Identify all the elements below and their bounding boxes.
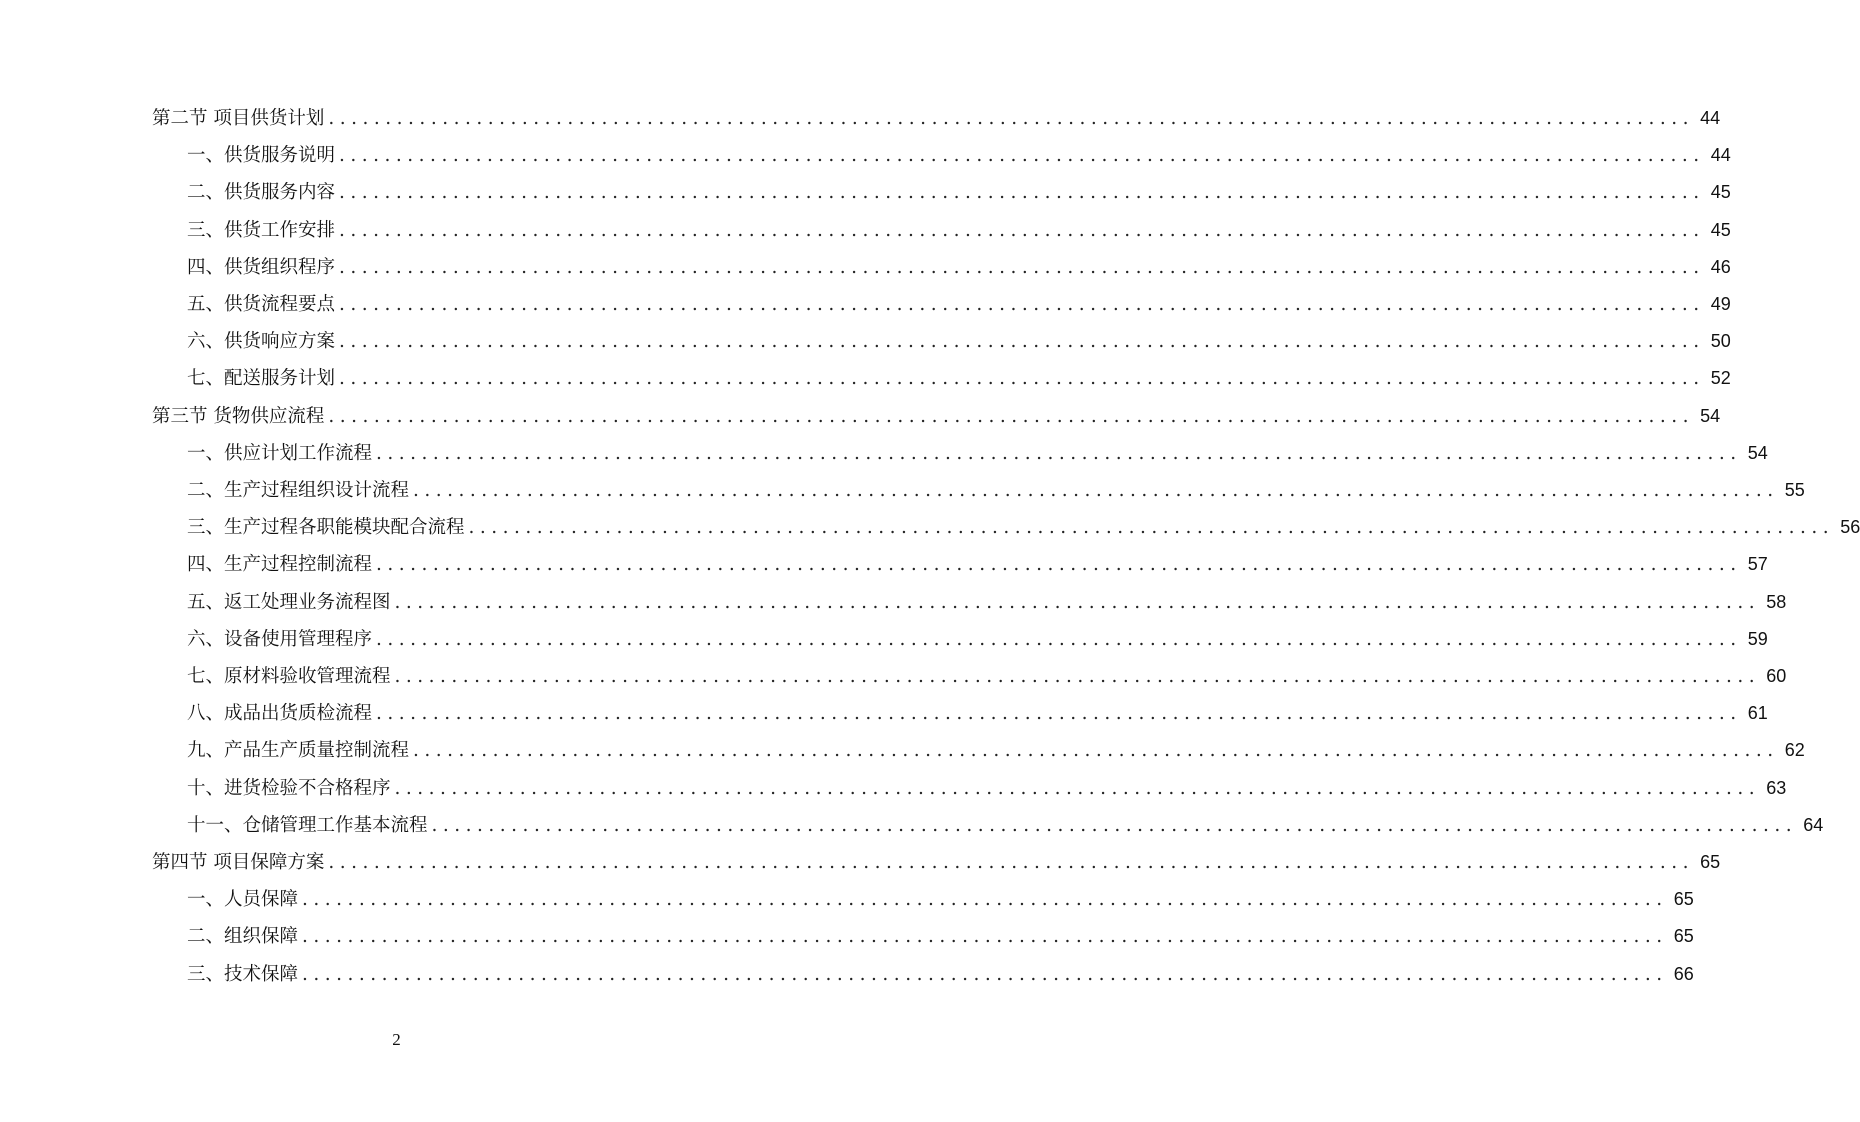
toc-subsection-entry[interactable] (187, 621, 1768, 658)
toc-entry-title: 四、生产过程控制流程 (187, 554, 373, 576)
toc-entry-title: 第三节 货物供应流程 (152, 405, 325, 427)
toc-entry-title: 三、技术保障 (187, 963, 299, 985)
toc-subsection-entry[interactable] (187, 323, 1731, 360)
toc-entry-title: 二、生产过程组织设计流程 (187, 480, 410, 501)
toc-entry-page: 54 (1747, 442, 1768, 463)
toc-entry-page: 55 (1784, 480, 1805, 500)
toc-subsection-entry[interactable] (187, 770, 1787, 807)
toc-entry-page: 52 (1710, 368, 1731, 389)
toc-entry-page: 44 (1700, 108, 1721, 128)
dot-leader: ........................................................................................................................ (339, 256, 1705, 278)
toc-entry-title: 六、供货响应方案 (187, 331, 336, 353)
toc-entry-page: 65 (1673, 926, 1694, 947)
dot-leader: ........................................................................................................................ (339, 145, 1705, 167)
toc-entry-title: 八、成品出货质检流程 (187, 703, 373, 725)
dot-leader: ........................................................................................................................ (376, 628, 1742, 650)
dot-leader: ........................................................................................................................ (339, 331, 1705, 353)
toc-entry-page: 57 (1747, 554, 1768, 575)
dot-leader: ........................................................................................................................ (339, 182, 1705, 204)
toc-entry-title: 二、组织保障 (187, 926, 299, 948)
toc-entry-title: 七、原材料验收管理流程 (187, 666, 391, 687)
toc-entry-title: 三、生产过程各职能模块配合流程 (187, 517, 465, 539)
dot-leader: ........................................................................................................................ (376, 554, 1742, 576)
dot-leader: ........................................................................................................................ (431, 814, 1798, 836)
toc-subsection-entry[interactable] (187, 509, 1860, 546)
toc-entry-title: 一、供应计划工作流程 (187, 442, 373, 464)
toc-subsection-entry[interactable] (187, 732, 1805, 769)
toc-entry-title: 第二节 项目供货计划 (152, 108, 325, 129)
toc-entry-page: 45 (1710, 182, 1731, 203)
toc-subsection-entry[interactable] (187, 584, 1787, 621)
toc-subsection-entry[interactable] (187, 137, 1731, 174)
dot-leader: ........................................................................................................................ (328, 852, 1695, 873)
toc-subsection-entry[interactable] (187, 881, 1694, 918)
toc-subsection-entry[interactable] (187, 695, 1768, 732)
dot-leader: ........................................................................................................................ (413, 740, 1779, 762)
dot-leader: ........................................................................................................................ (302, 926, 1668, 948)
dot-leader: ........................................................................................................................ (302, 889, 1668, 911)
toc-entry-page: 60 (1766, 666, 1787, 686)
toc-subsection-entry[interactable] (187, 918, 1694, 955)
toc-entry-title: 五、返工处理业务流程图 (187, 591, 391, 613)
toc-entry-title: 一、人员保障 (187, 889, 299, 911)
toc-entry-title: 四、供货组织程序 (187, 256, 336, 278)
toc-subsection-entry[interactable] (187, 658, 1787, 695)
dot-leader: ........................................................................................................................ (328, 108, 1695, 129)
dot-leader: ........................................................................................................................ (394, 777, 1761, 799)
toc-entry-page: 63 (1766, 777, 1787, 798)
dot-leader: ........................................................................................................................ (394, 666, 1761, 687)
toc-subsection-entry[interactable] (187, 174, 1731, 211)
toc-entry-page: 50 (1710, 331, 1731, 352)
dot-leader: ........................................................................................................................ (339, 368, 1705, 390)
toc-entry-title: 一、供货服务说明 (187, 145, 336, 167)
toc-entry-page: 66 (1673, 963, 1694, 984)
dot-leader: ........................................................................................................................ (376, 442, 1742, 464)
toc-entry-title: 十、进货检验不合格程序 (187, 777, 391, 799)
toc-entry-title: 二、供货服务内容 (187, 182, 336, 204)
toc-subsection-entry[interactable] (187, 956, 1694, 993)
dot-leader: ........................................................................................................................ (328, 405, 1695, 427)
toc-entry-page: 59 (1747, 628, 1768, 649)
toc-subsection-entry[interactable] (187, 546, 1768, 583)
dot-leader: ........................................................................................................................ (339, 219, 1705, 241)
toc-entry-page: 65 (1700, 852, 1721, 872)
toc-entry-title: 第四节 项目保障方案 (152, 852, 325, 873)
toc-entry-title: 五、供货流程要点 (187, 294, 336, 315)
dot-leader: ........................................................................................................................ (339, 294, 1705, 315)
toc-entry-page: 61 (1747, 703, 1768, 724)
dot-leader: ........................................................................................................................ (413, 480, 1779, 501)
toc-entry-page: 64 (1803, 814, 1824, 835)
dot-leader: ........................................................................................................................ (468, 517, 1835, 539)
toc-entry-page: 54 (1700, 405, 1721, 426)
toc-section-entry[interactable] (152, 398, 1721, 435)
page-number: 2 (392, 1030, 401, 1049)
toc-entry-page: 49 (1710, 294, 1731, 314)
toc-entry-title: 三、供货工作安排 (187, 219, 336, 241)
toc-section-entry[interactable] (152, 844, 1721, 881)
dot-leader: ........................................................................................................................ (302, 963, 1668, 985)
toc-entry-page: 65 (1673, 889, 1694, 910)
toc-entry-page: 44 (1710, 145, 1731, 166)
toc-subsection-entry[interactable] (187, 435, 1768, 472)
toc-entry-page: 56 (1840, 517, 1860, 538)
dot-leader: ........................................................................................................................ (376, 703, 1742, 725)
dot-leader: ........................................................................................................................ (394, 591, 1761, 613)
toc-subsection-entry[interactable] (187, 360, 1731, 397)
toc-entry-page: 46 (1710, 256, 1731, 277)
toc-subsection-entry[interactable] (187, 472, 1805, 509)
toc-subsection-entry[interactable] (187, 286, 1731, 323)
toc-subsection-entry[interactable] (187, 807, 1824, 844)
toc-subsection-entry[interactable] (187, 212, 1731, 249)
toc-entry-page: 58 (1766, 591, 1787, 612)
toc-section-entry[interactable] (152, 100, 1721, 137)
toc-entry-title: 七、配送服务计划 (187, 368, 336, 390)
toc-entry-page: 62 (1784, 740, 1805, 761)
toc-entry-title: 十一、仓储管理工作基本流程 (187, 814, 428, 836)
toc-subsection-entry[interactable] (187, 249, 1731, 286)
toc-entry-title: 六、设备使用管理程序 (187, 628, 373, 650)
toc-entry-page: 45 (1710, 219, 1731, 240)
toc-entry-title: 九、产品生产质量控制流程 (187, 740, 410, 762)
